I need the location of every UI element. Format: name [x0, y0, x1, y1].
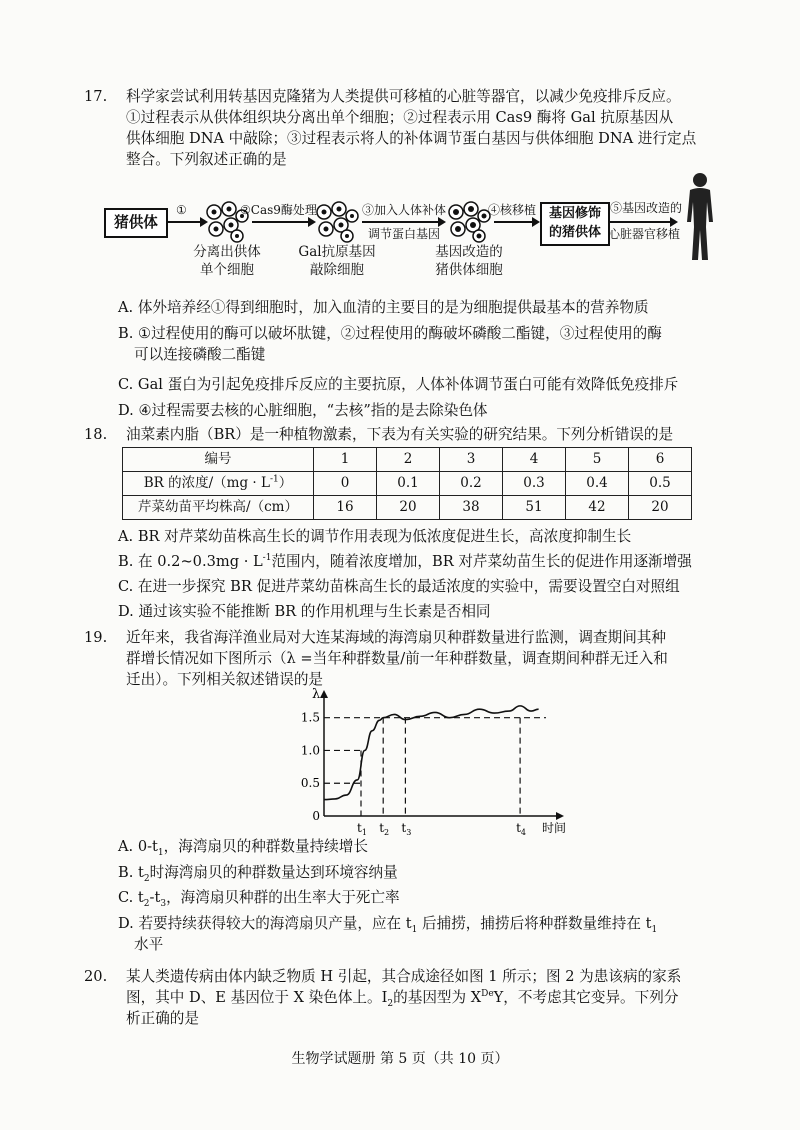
step-3-label-sub: 调节蛋白基因 [368, 227, 441, 241]
question-18 [84, 424, 730, 445]
option-text: 后捕捞，捕捞后将种群数量维持在 t [417, 915, 652, 932]
option-19-c [118, 887, 730, 908]
option-text: D. ④过程需要去核的心脏细胞，“去核”指的是去除染色体 [118, 402, 488, 419]
question-number: 19. [84, 629, 108, 646]
option-text: 时海湾扇贝的种群数量达到环境容纳量 [149, 864, 398, 881]
x-axis-arrow-icon [556, 812, 564, 820]
knockout-cells-icon [314, 200, 360, 244]
caption-line: 基因改造的 [435, 244, 503, 260]
option-18-b [118, 551, 730, 572]
option-text-continued: 可以连接磷酸二酯键 [134, 346, 266, 364]
text-segment: Y，不考虑其它变异。下列分 [493, 989, 679, 1007]
arrow-icon [362, 221, 444, 223]
option-text: 范围内，随着浓度增加，BR 对芹菜幼苗生长的促进作用逐渐增强 [271, 553, 692, 570]
option-text: A. BR 对芹菜幼苗株高生长的调节作用表现为低浓度促进生长，高浓度抑制生长 [118, 528, 632, 545]
option-text: C. Gal 蛋白为引起免疫排斥反应的主要抗原，人体补体调节蛋白可能有效降低免疫排斥 [118, 376, 679, 393]
option-17-a [118, 297, 730, 318]
option-17-c [118, 374, 730, 395]
option-text-continued: 水平 [134, 936, 164, 954]
table-cell: 4 [503, 448, 566, 472]
caption-single-cells [188, 244, 266, 279]
table-cell: 0.5 [629, 472, 692, 496]
step-5-label: ⑤基因改造的 [610, 201, 683, 215]
arrow-icon [252, 221, 314, 223]
step-1-label: ① [176, 203, 187, 217]
caption-line: 猪供体细胞 [435, 261, 503, 278]
caption-line: 单个细胞 [200, 261, 254, 278]
arrow-icon [166, 221, 206, 223]
text-superscript: De [481, 989, 494, 1000]
human-figure-icon [680, 172, 720, 264]
question-text-line: 析正确的是 [126, 1010, 199, 1028]
y-axis-arrow-icon [320, 690, 328, 698]
option-17-d [118, 400, 730, 421]
y-tick-label: 0 [312, 809, 320, 823]
step-3-label: ③加入人体补体 [362, 203, 447, 217]
table-header-cell [123, 472, 314, 496]
caption-line: 敲除细胞 [310, 261, 364, 278]
caption-modified-cells [426, 244, 512, 279]
option-19-d [118, 913, 730, 955]
option-text: B. ①过程使用的酶可以破坏肽键，②过程使用的酶破坏磷酸二酯键，③过程使用的酶 [118, 325, 662, 342]
x-tick-label: $t_1$ [357, 821, 367, 837]
option-18-d [118, 601, 730, 622]
table-cell: 20 [377, 496, 440, 520]
y-tick-label: 0.5 [300, 776, 320, 791]
box-text-line: 的猪供体 [548, 225, 601, 240]
table-cell: 42 [566, 496, 629, 520]
table-cell: 0.4 [566, 472, 629, 496]
label-text: BR 的浓度/（mg · L [143, 474, 270, 491]
step-5-label-sub: 心脏器官移植 [608, 227, 681, 241]
option-subscript: 3 [160, 898, 167, 909]
label-text: ） [278, 474, 293, 491]
question-text-line: 近年来，我省海洋渔业局对大连某海域的海湾扇贝种群数量进行监测，调查期间其种 [126, 629, 666, 646]
question-number: 17. [84, 88, 108, 105]
table-cell: 2 [377, 448, 440, 472]
question-text-line: ①过程表示从供体组织块分离出单个细胞；②过程表示用 Cas9 酶将 Gal 抗原基因从 [126, 109, 674, 127]
option-subscript: 2 [143, 873, 150, 884]
table-row [123, 448, 692, 472]
option-superscript: -1 [262, 553, 272, 564]
question-text-line: 群增长情况如下图所示（λ =当年种群数量/前一年种群数量，调查期间种群无迁入和 [126, 650, 668, 668]
x-axis-label: 时间 [542, 821, 567, 835]
question-text-line: 油菜素内脂（BR）是一种植物激素，下表为有关实验的研究结果。下列分析错误的是 [126, 426, 674, 443]
question-text-line [126, 987, 730, 1008]
caption-knockout-cells [292, 244, 382, 279]
x-tick-label: $t_4$ [516, 821, 527, 837]
option-text: A. 0-t [118, 838, 158, 855]
question-text-line: 某人类遗传病由体内缺乏物质 H 引起，其合成途径如图 1 所示；图 2 为患该病的家系 [126, 968, 682, 985]
text-segment: 图，其中 D、E 基因位于 X 染色体上。Ⅰ [126, 989, 388, 1007]
step-4-label: ④核移植 [488, 203, 537, 217]
caption-line: 分离出供体 [193, 244, 261, 260]
question-number: 20. [84, 968, 108, 985]
table-cell: 38 [440, 496, 503, 520]
question-20 [84, 966, 730, 1029]
option-text: ，海湾扇贝种群的出生率大于死亡率 [166, 889, 400, 906]
table-header-cell: 编号 [123, 448, 314, 472]
caption-line: Gal抗原基因 [298, 244, 376, 260]
table-cell: 0.2 [440, 472, 503, 496]
text-segment: 的基因型为 X [393, 989, 482, 1007]
question-17 [84, 86, 730, 171]
question-text-line: 科学家尝试利用转基因克隆猪为人类提供可移植的心脏等器官，以减少免疫排斥反应。 [126, 88, 681, 105]
table-cell: 1 [314, 448, 377, 472]
option-text: B. t [118, 864, 144, 881]
option-text: ，海湾扇贝的种群数量持续增长 [163, 838, 368, 855]
x-tick-label: $t_3$ [401, 821, 412, 837]
modified-cells-icon [446, 200, 492, 244]
table-cell: 51 [503, 496, 566, 520]
y-tick-label: 1.5 [300, 710, 320, 725]
table-row [123, 472, 692, 496]
question-number: 18. [84, 426, 108, 443]
label-superscript: -1 [269, 474, 279, 485]
y-tick-label: 1.0 [300, 743, 320, 758]
table-header-cell: 芹菜幼苗平均株高/（cm） [123, 496, 314, 520]
option-subscript: 1 [411, 924, 418, 935]
series-line [324, 706, 539, 800]
box-text-line: 基因修饰 [548, 206, 601, 221]
option-text: A. 体外培养经①得到细胞时，加入血清的主要目的是为细胞提供最基本的营养物质 [118, 299, 649, 316]
question-19 [84, 627, 730, 690]
option-19-b [118, 862, 730, 883]
table-cell: 5 [566, 448, 629, 472]
question-text-line: 供体细胞 DNA 中敲除；③过程表示将人的补体调节蛋白基因与供体细胞 DNA 进行定点 [126, 130, 697, 148]
pig-donor-box: 猪供体 [104, 208, 168, 238]
table-row [123, 496, 692, 520]
option-text: D. 通过该实验不能推断 BR 的作用机理与生长素是否相同 [118, 603, 491, 620]
option-text: C. t [118, 889, 144, 906]
table-cell: 0.3 [503, 472, 566, 496]
option-text: B. 在 0.2~0.3mg · L [118, 553, 263, 570]
y-axis-label: λ [312, 688, 321, 702]
option-subscript: 1 [157, 847, 164, 858]
option-17-b [118, 323, 730, 365]
table-cell: 20 [629, 496, 692, 520]
option-18-c [118, 576, 730, 597]
x-tick-label: $t_2$ [379, 821, 390, 837]
table-cell: 0 [314, 472, 377, 496]
option-text: D. 若要持续获得较大的海湾扇贝产量，应在 t [118, 915, 412, 932]
question-text-line: 整合。下列叙述正确的是 [126, 151, 287, 169]
option-subscript: 1 [651, 924, 658, 935]
lambda-growth-chart [300, 688, 570, 840]
option-18-a [118, 526, 730, 547]
br-results-table [122, 447, 692, 520]
option-19-a [118, 836, 730, 857]
question-text-line: 迁出）。下列相关叙述错误的是 [126, 671, 324, 689]
table-cell: 6 [629, 448, 692, 472]
modified-pig-donor-box [540, 202, 610, 246]
arrow-icon [494, 221, 538, 223]
process-flow-diagram [96, 188, 746, 288]
page-footer: 生物学试题册 第 5 页（共 10 页） [291, 1051, 509, 1067]
option-text: C. 在进一步探究 BR 促进芹菜幼苗株高生长的最适浓度的实验中，需要设置空白对照组 [118, 578, 680, 595]
step-2-label: ②Cas9酶处理 [240, 203, 317, 217]
option-subscript: 2 [143, 898, 150, 909]
arrow-icon [608, 221, 676, 223]
option-text: -t [149, 889, 161, 906]
text-subscript: 2 [387, 999, 394, 1010]
table-cell: 3 [440, 448, 503, 472]
table-cell: 0.1 [377, 472, 440, 496]
table-cell: 16 [314, 496, 377, 520]
